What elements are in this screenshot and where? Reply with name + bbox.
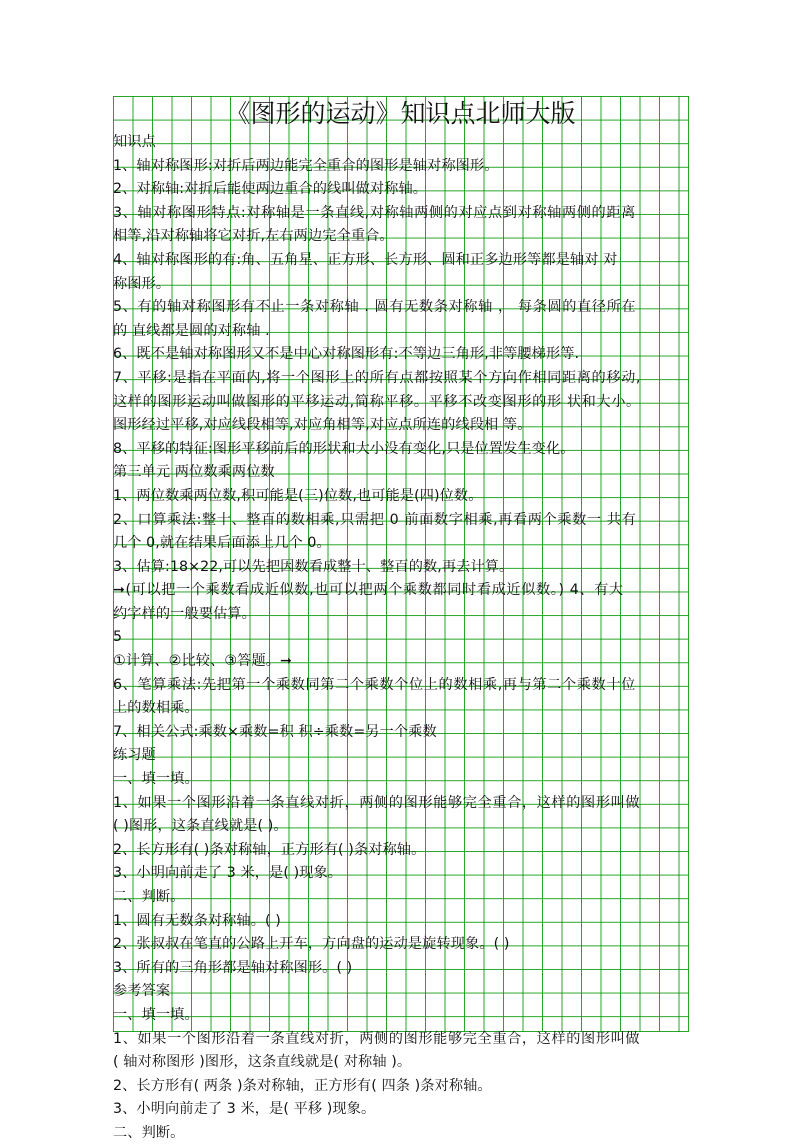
text-line: 二、判断。: [113, 889, 185, 905]
text-line: 的 直线都是圆的对称轴 .: [113, 322, 270, 339]
text-line: 知识点: [113, 134, 156, 150]
text-line: 这样的图形运动叫做图形的平移运动,简称平移。平移不改变图形的形 状和大小。: [113, 393, 641, 410]
text-line: 2、对称轴:对折后能使两边重合的线叫做对称轴。: [113, 181, 428, 198]
text-line: 5: [113, 629, 123, 646]
text-line: 6、既不是轴对称图形又不是中心对称图形有:不等边三角形,非等腰梯形等.: [113, 346, 580, 363]
text-line: 3、小明向前走了 3 米，是( )现象。: [113, 865, 343, 882]
text-line: 1、圆有无数条对称轴。( ): [113, 912, 281, 929]
text-line: 4、轴对称图形的有:角、五角星、正方形、长方形、圆和正多边形等都是轴对 对: [113, 251, 618, 268]
text-line: 一、填一填。: [113, 1006, 199, 1023]
text-line: 练习题: [113, 747, 156, 764]
text-line: 1、轴对称图形:对折后两边能完全重合的图形是轴对称图形。: [113, 157, 499, 174]
text-line: 约字样的一般要估算。: [113, 605, 256, 622]
text-line: 8、平移的特征:图形平移前后的形状和大小没有变化,只是位置发生变化。: [113, 440, 575, 457]
text-line: 3、所有的三角形都是轴对称图形。( ): [113, 959, 353, 976]
text-line: 上的数相乘。: [113, 700, 199, 717]
text-line: 7、相关公式:乘数×乘数=积 积÷乘数=另一个乘数: [113, 723, 437, 740]
text-line: 二、判断。: [113, 1124, 185, 1141]
text-line: 6、笔算乘法:先把第一个乘数同第二个乘数个位上的数相乘,再与第二个乘数十位: [113, 676, 636, 693]
text-line: 相等,沿对称轴将它对折,左右两边完全重合。: [113, 228, 394, 245]
text-line: 2、长方形有( )条对称轴，正方形有( )条对称轴。: [113, 841, 426, 858]
text-line: 1、两位数乘两位数,积可能是(三)位数,也可能是(四)位数。: [113, 487, 483, 504]
document-body: [113, 131, 688, 1146]
text-line: 图形经过平移,对应线段相等,对应角相等,对应点所连的线段相 等。: [113, 417, 532, 434]
text-line: 3、小明向前走了 3 米，是( 平移 )现象。: [113, 1101, 376, 1118]
text-line: 7、平移:是指在平面内,将一个图形上的所有点都按照某个方向作相同距离的移动,: [113, 369, 642, 386]
text-line: 5、有的轴对称图形有不止一条对称轴 . 圆有无数条对称轴 ， 每条圆的直径所在: [113, 299, 637, 316]
text-line: 2、口算乘法:整十、整百的数相乘,只需把 0 前面数字相乘,再看两个乘数一 共有: [113, 511, 637, 528]
text-line: 2、长方形有( 两条 )条对称轴，正方形有( 四条 )条对称轴。: [113, 1077, 492, 1094]
text-line: 1、如果一个图形沿着一条直线对折，两侧的图形能够完全重合，这样的图形叫做: [113, 1030, 641, 1047]
text-line: 2、张叔叔在笔直的公路上开车，方向盘的运动是旋转现象。( ): [113, 936, 510, 953]
text-line: 参考答案: [113, 983, 171, 1000]
text-line: ①计算、②比较、③答题。➞: [113, 653, 293, 670]
text-line: 第三单元 两位数乘两位数: [113, 464, 275, 481]
text-line: ( )图形，这条直线就是( )。: [113, 818, 288, 835]
text-line: 几个 0,就在结果后面添上几个 0。: [113, 535, 331, 552]
text-line: ( 轴对称图形 )图形，这条直线就是( 对称轴 )。: [113, 1054, 412, 1071]
text-line: 3、轴对称图形特点:对称轴是一条直线,对称轴两侧的对应点到对称轴两侧的距离: [113, 204, 636, 221]
text-line: 1、如果一个图形沿着一条直线对折，两侧的图形能够完全重合，这样的图形叫做: [113, 794, 641, 811]
text-line: 3、估算:18×22,可以先把因数看成整十、整百的数,再去计算。: [113, 558, 514, 575]
text-line: 称图形。: [113, 275, 171, 292]
text-line: 一、填一填。: [113, 771, 199, 788]
document-title: 《图形的运动》知识点北师大版: [225, 99, 576, 128]
text-line: ➞(可以把一个乘数看成近似数,也可以把两个乘数都同时看成近似数。) 4、有大: [113, 582, 624, 599]
